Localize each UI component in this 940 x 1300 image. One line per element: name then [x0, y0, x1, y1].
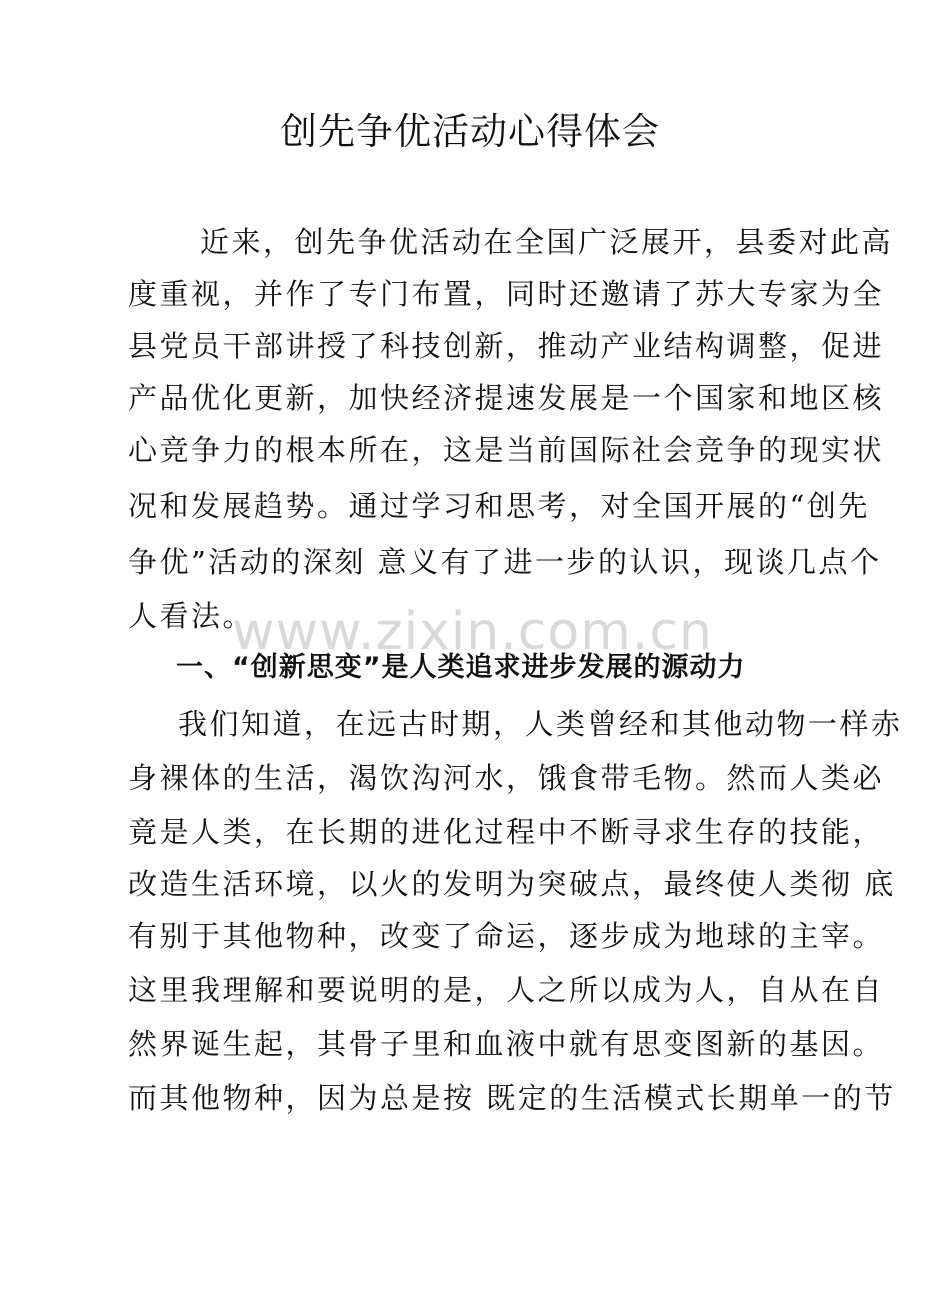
paragraph2-line: 竟是人类，在长期的进化过程中不断寻求生存的技能，: [128, 815, 885, 849]
paragraph1-line: 近来，创先争优活动在全国广泛展开，县委对此高: [200, 225, 894, 259]
paragraph2-line: 然界诞生起，其骨子里和血液中就有思变图新的基因。: [128, 1027, 885, 1061]
paragraph1-line: 争优”活动的深刻 意义有了进一步的认识，现谈几点个: [128, 545, 882, 579]
paragraph2-line: 身裸体的生活，渴饮沟河水，饿食带毛物。然而人类必: [128, 761, 885, 795]
section-heading: 一、“创新思变”是人类追求进步发展的源动力: [176, 652, 746, 683]
paragraph1-line: 心竞争力的根本所在，这是当前国际社会竞争的现实状: [128, 433, 885, 467]
paragraph1-line: 人看法。: [128, 599, 255, 633]
paragraph2-line: 这里我理解和要说明的是，人之所以成为人，自从在自: [128, 973, 885, 1007]
paragraph2-line: 改造生活环境，以火的发明为突破点，最终使人类彻 底: [128, 867, 896, 901]
paragraph1-line: 县党员干部讲授了科技创新，推动产业结构调整，促进: [128, 329, 885, 363]
paragraph1-line: 产品优化更新，加快经济提速发展是一个国家和地区核: [128, 381, 885, 415]
watermark: www.zixin.com.cn: [232, 602, 713, 662]
paragraph1-line: 度重视，并作了专门布置，同时还邀请了苏大专家为全: [128, 277, 885, 311]
document-title: 创先争优活动心得体会: [280, 110, 660, 153]
paragraph2-line: 而其他物种，因为总是按 既定的生活模式长期单一的节: [128, 1081, 896, 1115]
paragraph1-line: 况和发展趋势。通过学习和思考，对全国开展的“创先: [128, 489, 870, 523]
paragraph2-line: 我们知道，在远古时期，人类曾经和其他动物一样赤: [178, 707, 903, 741]
paragraph2-line: 有别于其他物种，改变了命运，逐步成为地球的主宰。: [128, 919, 885, 953]
